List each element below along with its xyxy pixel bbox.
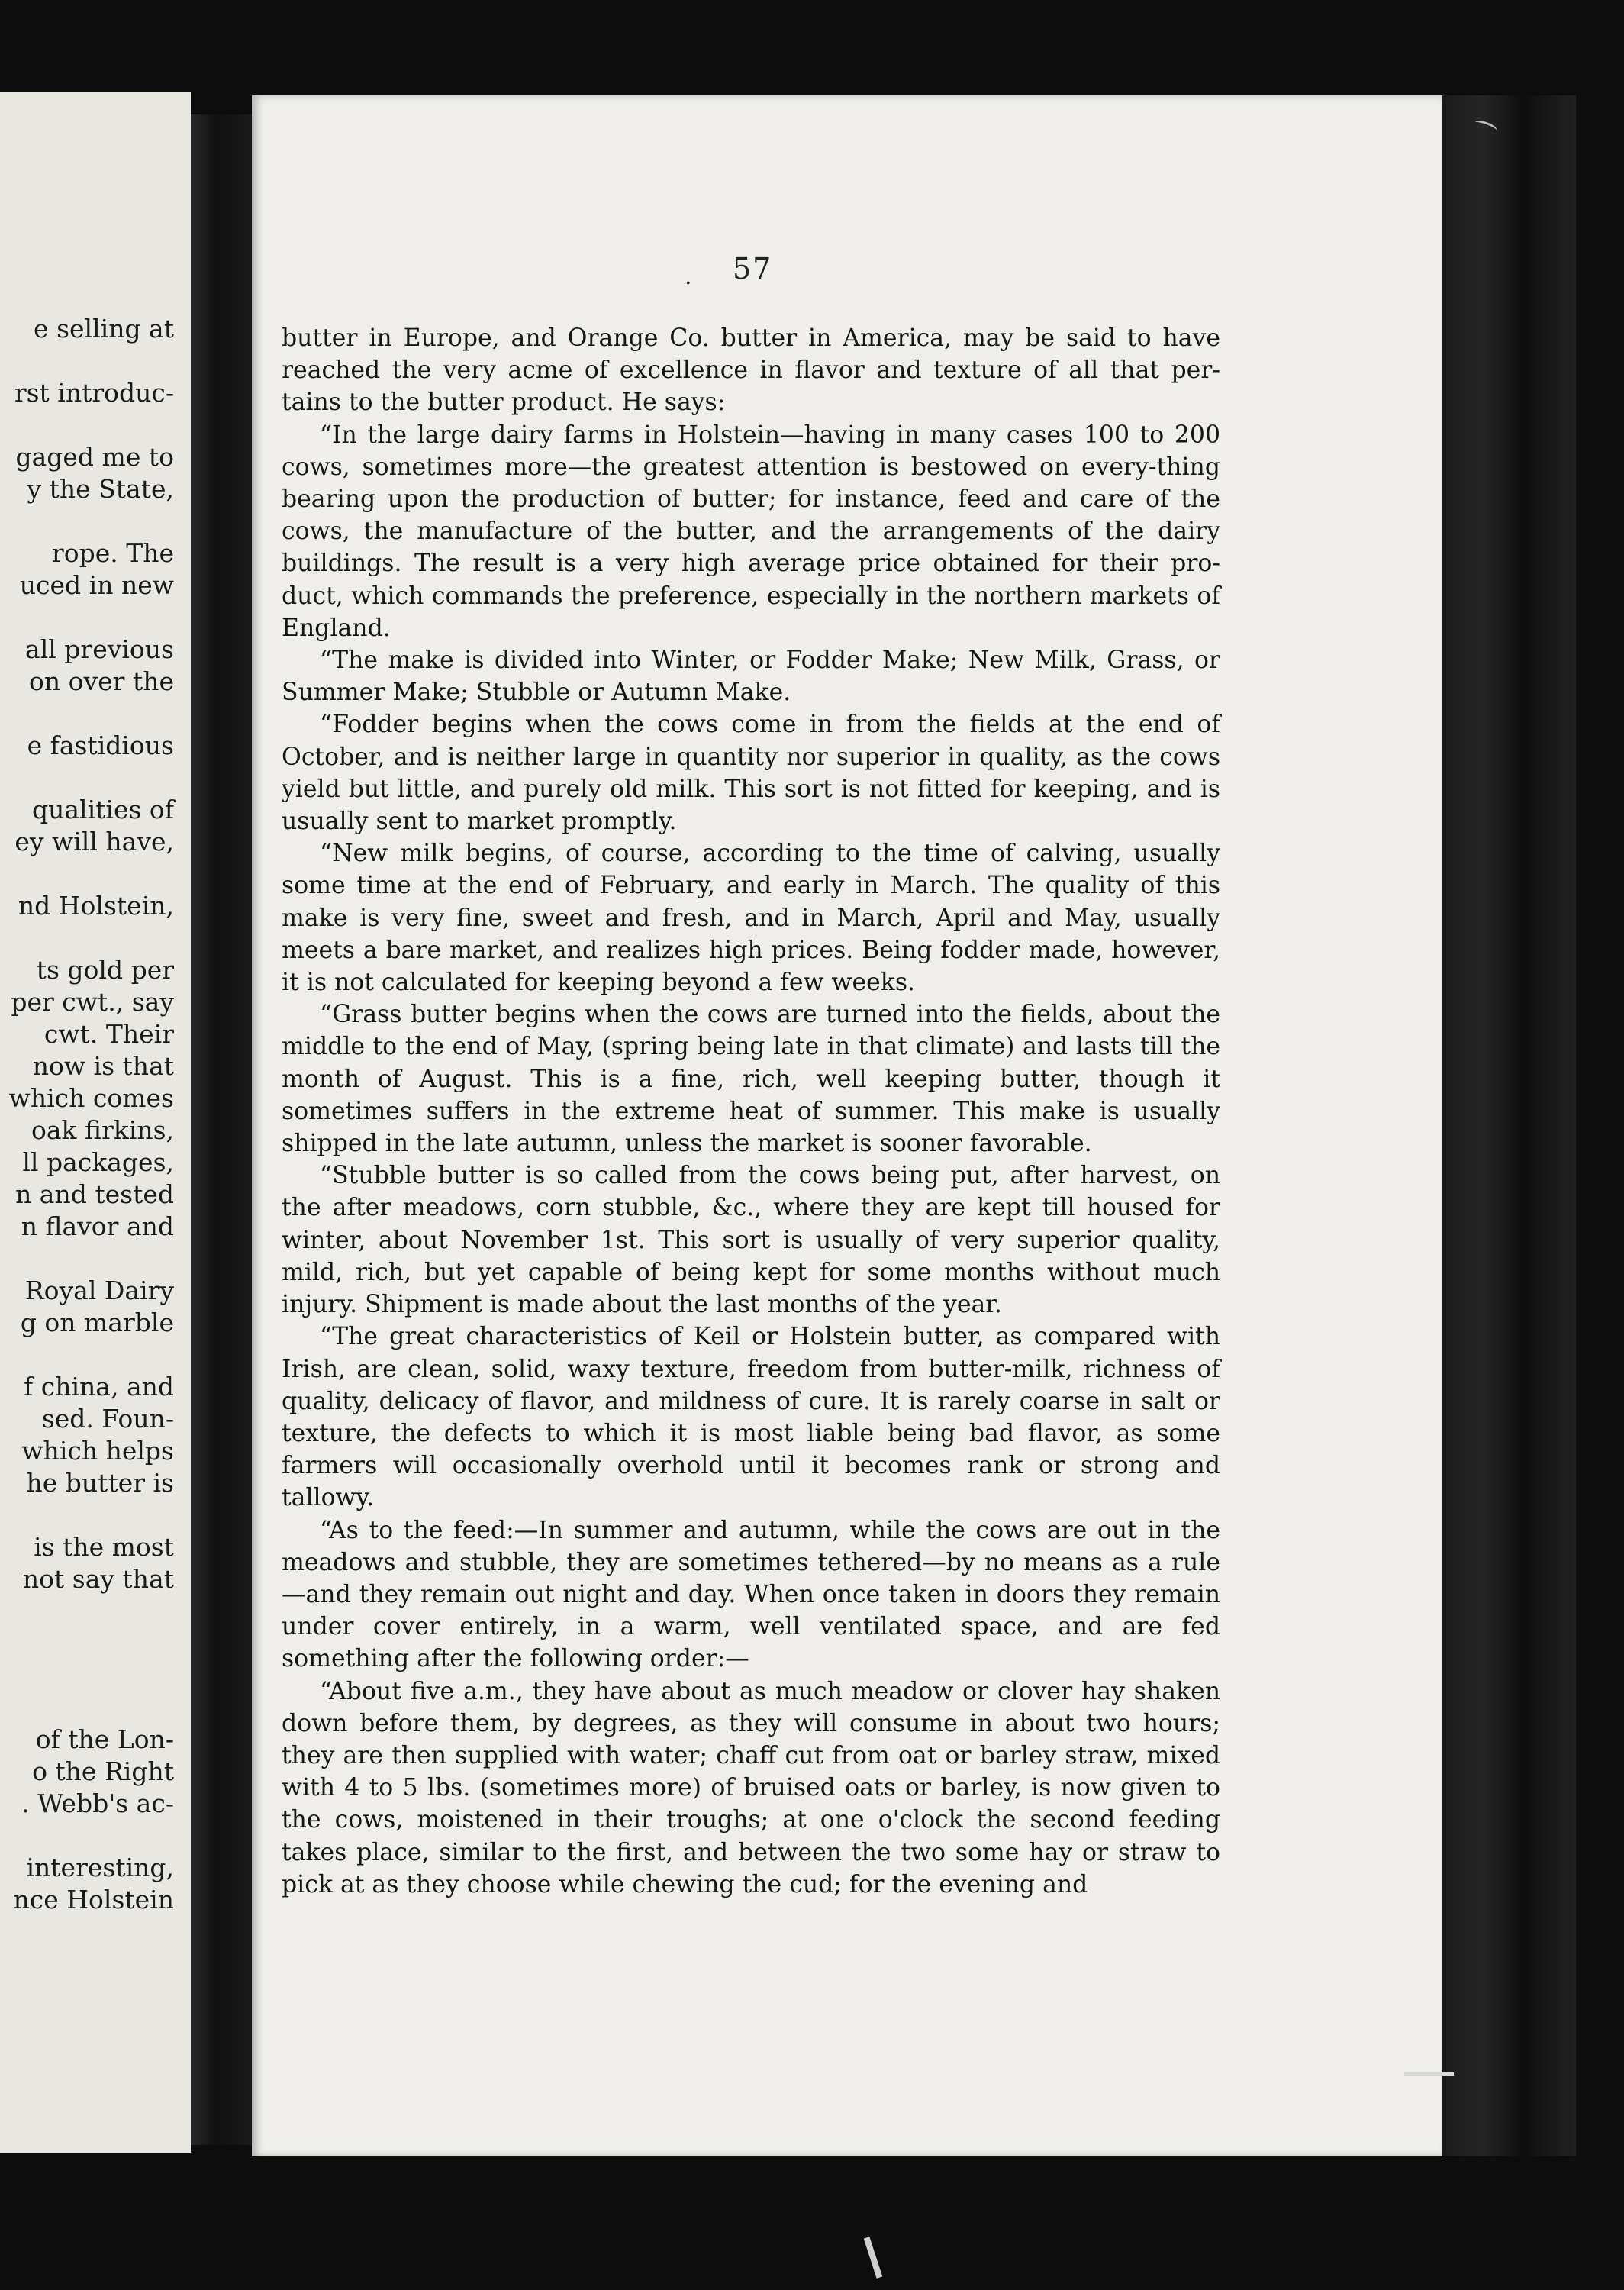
- left-page-line: interesting,: [26, 1853, 174, 1882]
- left-page-text: [0, 313, 174, 1916]
- left-page-line: rope. The: [51, 538, 174, 568]
- left-page-line: cwt. Their: [44, 1019, 174, 1049]
- left-page-line: . Webb's ac-: [21, 1788, 174, 1818]
- left-page-line: sed. Foun-: [41, 1404, 174, 1434]
- left-page-line: [0, 1659, 174, 1692]
- left-page-line: gaged me to: [15, 442, 174, 472]
- left-page-line: n and tested: [15, 1179, 174, 1209]
- left-page-line: [0, 409, 174, 441]
- paragraph: “The make is divided into Winter, or Fodder Make; New Milk, Grass, or Summer Make; Stubble or Autumn Make.: [282, 647, 1220, 707]
- left-page-line: [0, 1499, 174, 1531]
- left-page-line: [0, 1243, 174, 1275]
- scan-artifact: [864, 2237, 883, 2279]
- body-text: [282, 322, 1220, 1901]
- left-page-line: now is that: [32, 1051, 174, 1081]
- paragraph: “In the large dairy farms in Holstein—having in many cases 100 to 200 cows, sometimes more—the greatest attention is bestowed on every-thing bearing upon the production of butter; for instance, feed and care of the cows, the manufacture of the butter, and the arrangements of the dairy buildings. The result is a very high average price obtained for their pro-duct, which commands the preference, especially in the northern markets of England.: [282, 421, 1220, 642]
- left-page-line: uced in new: [19, 570, 174, 600]
- left-page-line: [0, 858, 174, 890]
- page-dot: .: [685, 263, 692, 290]
- left-page-line: ll packages,: [22, 1147, 174, 1177]
- left-page-line: of the Lon-: [35, 1724, 174, 1754]
- left-page-line: on over the: [29, 666, 174, 696]
- left-page-line: e selling at: [34, 314, 174, 344]
- left-page-line: not say that: [22, 1564, 174, 1594]
- left-page-line: [0, 1595, 174, 1627]
- left-page-line: [0, 345, 174, 377]
- paragraph: “As to the feed:—In summer and autumn, while the cows are out in the meadows and stubble, they are sometimes tethered—by no means as a rule—and they remain out night and day. When once taken in doors they remain under cover entirely, in a warm, well ventilated space, and are fed something after the following order:—: [282, 1516, 1220, 1673]
- left-page-line: nd Holstein,: [18, 891, 174, 921]
- paragraph: “About five a.m., they have about as much meadow or clover hay shaken down before them, by degrees, as they will consume in about two hours; they are then supplied with water; chaff cut from oat or barley straw, mixed with 4 to 5 lbs. (sometimes more) of bruised oats or barley, is now given to the cows, moistened in their troughs; at one o'clock the second feeding takes place, similar to the first, and between the two some hay or straw to pick at as they choose while chewing the cud; for the evening and: [282, 1677, 1220, 1898]
- left-page-line: g on marble: [20, 1308, 174, 1337]
- left-page-line: oak firkins,: [31, 1115, 174, 1145]
- page-edge-mark: [1404, 2072, 1454, 2076]
- left-page-line: which helps: [21, 1436, 174, 1466]
- left-page-line: Royal Dairy: [24, 1276, 174, 1305]
- left-page-line: [0, 1339, 174, 1371]
- left-page-line: qualities of: [31, 795, 174, 824]
- left-page-line: [0, 762, 174, 794]
- paragraph: “Stubble butter is so called from the cows being put, after harvest, on the after meadows, corn stubble, &c., where they are kept till housed for winter, about November 1st. This sort is usually of very superior quality, mild, rich, but yet capable of being kept for some months without much injury. Shipment is made about the last months of the year.: [282, 1162, 1220, 1319]
- page-edge: [1442, 95, 1576, 2156]
- left-page-line: [0, 922, 174, 954]
- paragraph: “The great characteristics of Keil or Holstein butter, as compared with Irish, are clean, solid, waxy texture, freedom from butter-milk, richness of quality, delicacy of flavor, and mildness of cure. It is rarely coarse in salt or texture, the defects to which it is most liable being bad flavor, as some farmers will occasionally overhold until it becomes rank or strong and tallowy.: [282, 1323, 1220, 1512]
- paragraph: “New milk begins, of course, according to the time of calving, usually some time at the end of February, and early in March. The quality of this make is very fine, sweet and fresh, and in March, April and May, usually meets a bare market, and realizes high prices. Being fodder made, however, it is not calculated for keeping beyond a few weeks.: [282, 840, 1220, 997]
- left-page-line: n flavor and: [21, 1211, 174, 1241]
- paragraph: “Fodder begins when the cows come in from the fields at the end of October, and is neither large in quantity nor superior in quality, as the cows yield but little, and purely old milk. This sort is not fitted for keeping, and is usually sent to market promptly.: [282, 711, 1220, 836]
- left-page: [0, 92, 191, 2153]
- left-page-line: [0, 602, 174, 634]
- left-page-line: [0, 698, 174, 730]
- left-page-line: per cwt., say: [11, 987, 174, 1017]
- left-page-line: nce Holstein: [13, 1885, 174, 1914]
- left-page-line: [0, 505, 174, 537]
- left-page-line: ey will have,: [14, 827, 174, 856]
- book-gutter: [191, 114, 252, 2145]
- left-page-line: is the most: [34, 1532, 174, 1562]
- paragraph: “Grass butter begins when the cows are turned into the fields, about the middle to the end of May, (spring being late in that climate) and lasts till the month of August. This is a fine, rich, well keeping butter, though it sometimes suffers in the extreme heat of summer. This make is usually shipped in the late autumn, unless the market is sooner favorable.: [282, 1001, 1220, 1158]
- left-page-line: ts gold per: [36, 955, 174, 985]
- left-page-line: he butter is: [26, 1468, 174, 1498]
- left-page-line: o the Right: [32, 1756, 174, 1786]
- left-page-line: which comes: [8, 1083, 174, 1113]
- left-page-line: all previous: [25, 634, 174, 664]
- left-page-line: [0, 1627, 174, 1659]
- left-page-line: f china, and: [24, 1372, 174, 1401]
- left-page-line: [0, 1820, 174, 1852]
- left-page-line: e fastidious: [27, 731, 174, 760]
- paragraph: butter in Europe, and Orange Co. butter in America, may be said to have reached the very acme of excellence in flavor and texture of all that per-tains to the butter product. He says:: [282, 324, 1220, 417]
- page-number: 57: [733, 252, 773, 285]
- left-page-line: rst introduc-: [14, 378, 174, 408]
- left-page-line: [0, 1692, 174, 1724]
- left-page-line: y the State,: [27, 474, 174, 504]
